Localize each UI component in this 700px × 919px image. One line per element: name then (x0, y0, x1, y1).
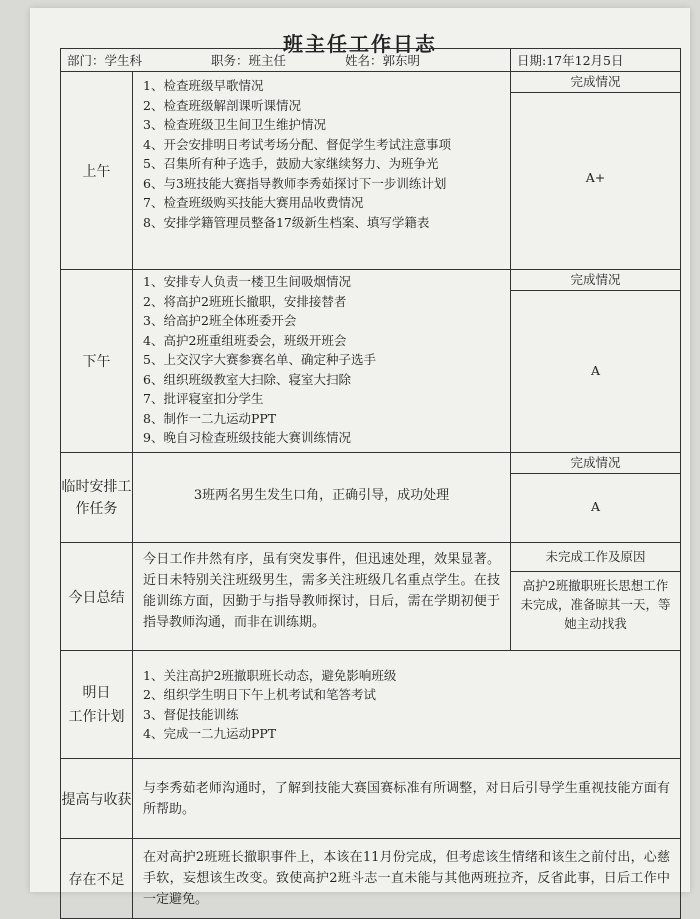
shortcoming-row (61, 839, 681, 919)
list-item: 5、召集所有种子选手，鼓励大家继续努力、为班争光 (143, 156, 439, 171)
summary-label: 今日总结 (61, 543, 133, 651)
temp-row (61, 453, 681, 543)
status-grade: A (591, 363, 601, 378)
list-item: 5、上交汉字大赛参赛名单、确定种子选手 (143, 352, 376, 367)
summary-row (61, 543, 681, 651)
list-item: 3、检查班级卫生间卫生维护情况 (143, 117, 326, 132)
summary-content: 今日工作井然有序，虽有突发事件，但迅速处理，效果显著。近日未特别关注班级男生，需多关注班级几名重点学生。在技能训练方面，因勤于与指导教师探讨，日后，需在学期初便于指导教师沟通，而非在训练期。 (133, 543, 511, 651)
temp-label-line2: 作任务 (75, 500, 118, 517)
incomplete-content: 高护2班撤职班长思想工作未完成，准备晾其一天，等她主动找我 (520, 578, 671, 631)
plan-label (61, 651, 133, 759)
morning-tasks (133, 72, 511, 270)
page-title: 班主任工作日志 (283, 32, 437, 56)
list-item: 7、批评寝室扣分学生 (143, 391, 264, 406)
status-header: 完成情况 (511, 72, 680, 93)
list-item: 2、检查班级解剖课听课情况 (143, 97, 301, 113)
morning-status (511, 72, 681, 270)
morning-row (61, 72, 681, 270)
incomplete-cell (511, 543, 681, 651)
date-field: 日期:17年12月5日 (517, 53, 624, 68)
afternoon-status (511, 270, 681, 453)
list-item: 6、组织班级教室大扫除、寝室大扫除 (143, 371, 351, 387)
plan-row (61, 651, 681, 759)
status-grade: A+ (585, 170, 606, 185)
position-field: 职务：班主任 (210, 53, 286, 68)
list-item: 6、与3班技能大赛指导教师李秀茹探讨下一步训练计划 (143, 175, 447, 191)
log-sheet (30, 8, 690, 907)
gains-content: 与李秀茹老师沟通时，了解到技能大赛国赛标准有所调整，对日后引导学生重视技能方面有所帮助。 (133, 759, 681, 839)
afternoon-row (61, 270, 681, 453)
shortcoming-label: 存在不足 (61, 839, 133, 919)
list-item: 2、将高护2班班长撤职，安排接替者 (143, 293, 347, 309)
name-field: 姓名：郭东明 (344, 53, 420, 68)
list-item: 1、安排专人负责一楼卫生间吸烟情况 (143, 274, 351, 289)
log-table (60, 48, 681, 919)
list-item: 8、制作一二九运动PPT (143, 410, 277, 426)
list-item: 4、开会安排明日考试考场分配、督促学生考试注意事项 (143, 136, 451, 152)
temp-label (61, 453, 133, 543)
temp-status (511, 453, 681, 543)
shortcoming-content: 在对高护2班班长撤职事件上，本该在11月份完成，但考虑该生情绪和该生之前付出，心慈手软，妄想该生改变。致使高护2班斗志一直未能与其他两班拉齐，反省此事，日后工作中一定避免。 (133, 839, 681, 919)
afternoon-tasks (133, 270, 511, 453)
temp-content: 3班两名男生发生口角，正确引导，成功处理 (133, 453, 511, 543)
list-item: 4、高护2班重组班委会，班级开班会 (143, 332, 347, 348)
temp-label-line1: 临时安排工 (61, 478, 132, 495)
plan-items (133, 651, 681, 759)
list-item: 3、督促技能训练 (143, 706, 239, 722)
incomplete-header: 未完成工作及原因 (511, 543, 680, 572)
list-item: 2、组织学生明日下午上机考试和笔答考试 (143, 687, 376, 702)
list-item: 9、晚自习检查班级技能大赛训练情况 (143, 430, 351, 445)
afternoon-label: 下午 (61, 270, 133, 453)
status-header: 完成情况 (511, 270, 680, 291)
list-item: 1、关注高护2班撤职班长动态，避免影响班级 (143, 667, 397, 683)
morning-label: 上午 (61, 72, 133, 270)
gains-label: 提高与收获 (61, 759, 133, 839)
status-header: 完成情况 (511, 453, 680, 474)
header-row (61, 49, 681, 72)
plan-label-line2: 工作计划 (68, 708, 125, 725)
list-item: 1、检查班级早歌情况 (143, 78, 264, 93)
list-item: 4、完成一二九运动PPT (143, 726, 277, 741)
list-item: 7、检查班级购买技能大赛用品收费情况 (143, 195, 364, 210)
department-field: 部门：学生科 (67, 53, 143, 68)
plan-label-line1: 明日 (82, 684, 111, 701)
gains-row (61, 759, 681, 839)
list-item: 3、给高护2班全体班委开会 (143, 313, 297, 328)
list-item: 8、安排学籍管理员整备17级新生档案、填写学籍表 (143, 214, 430, 230)
status-grade: A (591, 499, 601, 514)
